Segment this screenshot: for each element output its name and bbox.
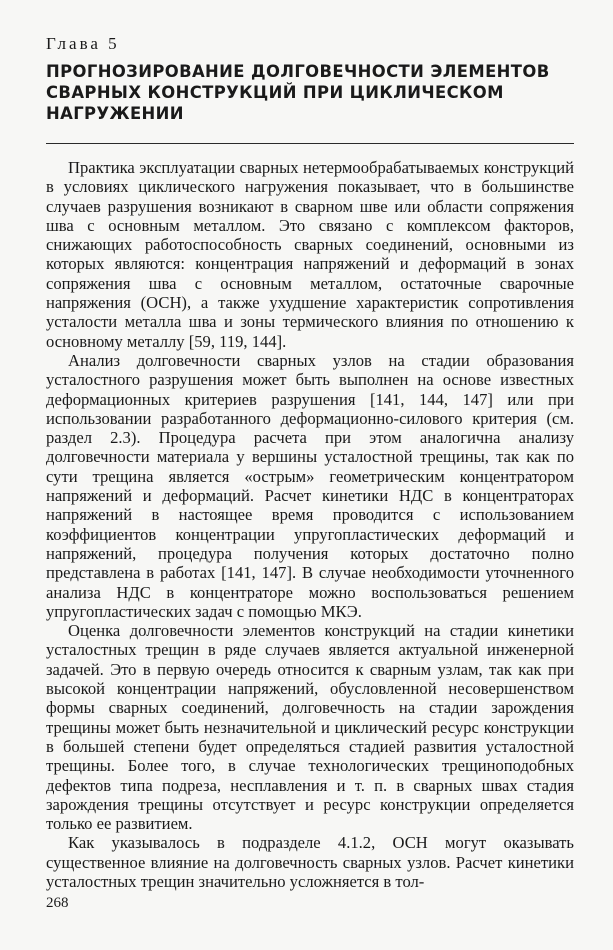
paragraph-2: Анализ долговечности сварных узлов на стадии образования усталостного разрушения может быть выполнен на основе известных деформационных критериев разрушения [141, 144, 147] или при использовании разработанного деформационно-силового критерия (см. раздел 2.3). Процедура расчета при этом аналогична анализу долговечности материала у вершины усталостной трещины, так как по сути трещина является «острым» геометрическим концентратором напряжений и деформаций. Расчет кинетики НДС в концентраторах напряжений в настоящее время проводится с использованием коэффициентов концентрации упругопластических деформаций и напряжений, процедура получения которых достаточно полно представлена в работах [141, 147]. В случае необходимости уточненного анализа НДС в концентраторе можно воспользоваться решением упругопластических задач с помощью МКЭ. (46, 350, 574, 621)
chapter-label: Глава 5 (46, 34, 120, 53)
paragraph-4: Как указывалось в подразделе 4.1.2, ОСН могут оказывать существенное влияние на долговечность сварных узлов. Расчет кинетики усталостных трещин значительно усложняется в тол- (46, 833, 574, 891)
title-divider (46, 143, 574, 144)
paragraph-1: Практика эксплуатации сварных нетермообрабатываемых конструкций в условиях циклического нагружения показывает, что в большинстве случаев разрушения возникают в сварном шве или области сопряжения шва с основным металлом. Это связано с комплексом факторов, снижающих работоспособность сварных соединений, основными из которых являются: концентрация напряжений и деформаций в зонах сопряжения шва с основным металлом, остаточные сварочные напряжения (ОСН), а также ухудшение характеристик сопротивления усталости металла шва и зоны термического влияния по отношению к основному металлу [59, 119, 144]. (46, 158, 574, 351)
paragraph-3: Оценка долговечности элементов конструкций на стадии кинетики усталостных трещин в ряде случаев является актуальной инженерной задачей. Это в первую очередь относится к сварным узлам, так как при высокой концентрации напряжений, обусловленной несовершенством формы сварных соединений, долговечность на стадии зарождения трещины может быть незначительной и циклический ресурс конструкции в большей степени будет определяться стадией развития усталостной трещины. Более того, в случае технологических трещиноподобных дефектов типа подреза, несплавления и т. п. в сварных швах стадия зарождения трещины отсутствует и ресурс конструкции определяется только ее развитием. (46, 621, 574, 834)
body-text (46, 158, 574, 891)
page-number: 268 (46, 895, 69, 911)
chapter-title: ПРОГНОЗИРОВАНИЕ ДОЛГОВЕЧНОСТИ ЭЛЕМЕНТОВ СВАРНЫХ КОНСТРУКЦИЙ ПРИ ЦИКЛИЧЕСКОМ НАГРУЖЕНИИ (46, 62, 550, 123)
